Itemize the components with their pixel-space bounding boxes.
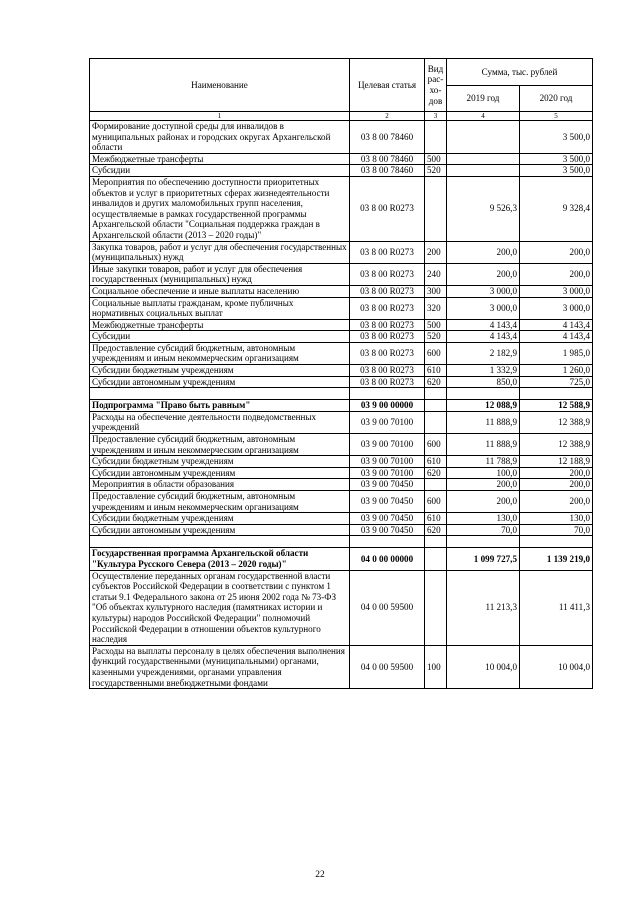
cell-name: Подпрограмма "Право быть равным": [90, 400, 350, 412]
empty-cell: [520, 536, 593, 548]
cell-expense-kind: 610: [425, 456, 447, 468]
cell-sum-2019: 200,0: [447, 479, 520, 491]
cell-name: Социальное обеспечение и иные выплаты населению: [90, 285, 350, 297]
empty-cell: [350, 536, 425, 548]
cell-name: Предоставление субсидий бюджетным, автономным учреждениям и иным некоммерческим организациям: [90, 434, 350, 456]
cell-target-article: 03 9 00 70100: [350, 456, 425, 468]
table-row: [90, 400, 593, 412]
table-row: [90, 165, 593, 177]
table-row: [90, 285, 593, 297]
table-row: [90, 376, 593, 388]
cell-target-article: 03 9 00 70450: [350, 513, 425, 525]
empty-cell: [447, 388, 520, 400]
cell-target-article: 03 8 00 R0273: [350, 263, 425, 285]
table-row: [90, 645, 593, 688]
table-row: [90, 456, 593, 468]
header-name: Наименование: [90, 59, 350, 112]
cell-name: Формирование доступной среды для инвалидов в муниципальных районах и городских округах Архангельской области: [90, 121, 350, 154]
cell-sum-2020: 12 388,9: [520, 411, 593, 433]
cell-target-article: 03 9 00 70450: [350, 479, 425, 491]
cell-name: Субсидии бюджетным учреждениям: [90, 456, 350, 468]
cell-target-article: 03 9 00 70450: [350, 491, 425, 513]
cell-sum-2019: 10 004,0: [447, 645, 520, 688]
cell-target-article: 03 8 00 R0273: [350, 241, 425, 263]
cell-target-article: 04 0 00 00000: [350, 548, 425, 570]
table-row: [90, 388, 593, 400]
cell-sum-2020: 200,0: [520, 263, 593, 285]
header-code: Целевая статья: [350, 59, 425, 112]
cell-expense-kind: 600: [425, 342, 447, 364]
table-row: [90, 411, 593, 433]
cell-target-article: 04 0 00 59500: [350, 570, 425, 645]
cell-name: Субсидии автономным учреждениям: [90, 524, 350, 536]
header-year-2019: 2019 год: [447, 86, 520, 112]
cell-expense-kind: [425, 176, 447, 241]
cell-sum-2020: 130,0: [520, 513, 593, 525]
cell-expense-kind: 600: [425, 434, 447, 456]
cell-sum-2019: 11 888,9: [447, 411, 520, 433]
cell-sum-2020: 4 143,4: [520, 319, 593, 331]
cell-expense-kind: 500: [425, 153, 447, 165]
cell-name: Предоставление субсидий бюджетным, автономным учреждениям и иным некоммерческим организациям: [90, 342, 350, 364]
cell-name: Субсидии: [90, 331, 350, 343]
table-body: [90, 121, 593, 689]
cell-sum-2019: 11 888,9: [447, 434, 520, 456]
table-row: [90, 241, 593, 263]
cell-sum-2019: 3 000,0: [447, 285, 520, 297]
cell-target-article: 03 8 00 78460: [350, 165, 425, 177]
cell-expense-kind: 200: [425, 241, 447, 263]
cell-name: Иные закупки товаров, работ и услуг для обеспечения государственных (муниципальных) нужд: [90, 263, 350, 285]
cell-sum-2019: 130,0: [447, 513, 520, 525]
cell-target-article: 03 8 00 R0273: [350, 376, 425, 388]
header-sum: Сумма, тыс. рублей: [447, 59, 593, 86]
cell-target-article: 03 9 00 70100: [350, 434, 425, 456]
cell-name: Расходы на выплаты персоналу в целях обеспечения выполнения функций государственными (муниципальными) органами, казенными учреждениями, органами управления государственными внебюджетными фондами: [90, 645, 350, 688]
cell-expense-kind: 300: [425, 285, 447, 297]
cell-sum-2019: 200,0: [447, 491, 520, 513]
table-row: [90, 365, 593, 377]
table-row: [90, 570, 593, 645]
table-row: [90, 536, 593, 548]
cell-sum-2020: 3 000,0: [520, 285, 593, 297]
cell-name: Субсидии автономным учреждениям: [90, 376, 350, 388]
cell-sum-2020: 9 328,4: [520, 176, 593, 241]
empty-cell: [520, 388, 593, 400]
table-row: [90, 434, 593, 456]
cell-name: Расходы на обеспечение деятельности подведомственных учреждений: [90, 411, 350, 433]
cell-sum-2020: 200,0: [520, 241, 593, 263]
cell-expense-kind: 240: [425, 263, 447, 285]
cell-target-article: 03 8 00 R0273: [350, 331, 425, 343]
cell-expense-kind: 100: [425, 645, 447, 688]
cell-target-article: 03 9 00 00000: [350, 400, 425, 412]
cell-target-article: 03 8 00 78460: [350, 153, 425, 165]
cell-name: Осуществление переданных органам государственной власти субъектов Российской Федерации в соответствии с пунктом 1 статьи 9.1 Федерального закона от 25 июня 2002 года № 73-ФЗ "Об объектах культурного наследия (памятниках истории и культуры) народов Российской Федерации" полномочий Российской Федерации в отношении объектов культурного наследия: [90, 570, 350, 645]
cell-sum-2019: 100,0: [447, 467, 520, 479]
cell-sum-2020: 200,0: [520, 491, 593, 513]
cell-target-article: 04 0 00 59500: [350, 645, 425, 688]
cell-name: Государственная программа Архангельской области "Культура Русского Севера (2013 – 2020 годы)": [90, 548, 350, 570]
column-number: 3: [425, 112, 447, 121]
budget-table: [89, 58, 593, 689]
empty-cell: [350, 388, 425, 400]
cell-name: Мероприятия по обеспечению доступности приоритетных объектов и услуг в приоритетных сферах жизнедеятельности инвалидов и других маломобильных групп населения, осуществляемые в рамках государственной программы Архангельской области "Социальная поддержка граждан в Архангельской области (2013 – 2020 годы)": [90, 176, 350, 241]
header-kind-line: рас-: [427, 74, 444, 85]
table-row: [90, 121, 593, 154]
header-kind-line: Вид: [427, 63, 444, 74]
cell-sum-2020: 1 139 219,0: [520, 548, 593, 570]
table-row: [90, 513, 593, 525]
empty-cell: [425, 388, 447, 400]
cell-name: Закупка товаров, работ и услуг для обеспечения государственных (муниципальных) нужд: [90, 241, 350, 263]
cell-target-article: 03 8 00 R0273: [350, 342, 425, 364]
table-row: [90, 263, 593, 285]
cell-sum-2019: 11 788,9: [447, 456, 520, 468]
table-row: [90, 331, 593, 343]
cell-sum-2019: 200,0: [447, 263, 520, 285]
cell-expense-kind: 610: [425, 365, 447, 377]
cell-sum-2020: 70,0: [520, 524, 593, 536]
cell-sum-2019: 70,0: [447, 524, 520, 536]
table-row: [90, 479, 593, 491]
cell-sum-2019: 12 088,9: [447, 400, 520, 412]
cell-sum-2019: 11 213,3: [447, 570, 520, 645]
table-row: [90, 548, 593, 570]
cell-sum-2020: 3 500,0: [520, 153, 593, 165]
cell-target-article: 03 9 00 70450: [350, 524, 425, 536]
cell-expense-kind: [425, 400, 447, 412]
cell-expense-kind: 620: [425, 376, 447, 388]
cell-target-article: 03 8 00 R0273: [350, 285, 425, 297]
header-kind-line: дов: [428, 95, 443, 106]
cell-expense-kind: [425, 570, 447, 645]
column-number: 2: [350, 112, 425, 121]
page-number: 22: [315, 870, 325, 880]
cell-sum-2020: 10 004,0: [520, 645, 593, 688]
column-number: 1: [90, 112, 350, 121]
cell-sum-2019: 850,0: [447, 376, 520, 388]
cell-sum-2019: 200,0: [447, 241, 520, 263]
column-number: 4: [447, 112, 520, 121]
table-row: [90, 319, 593, 331]
cell-sum-2020: 12 388,9: [520, 434, 593, 456]
cell-target-article: 03 8 00 78460: [350, 121, 425, 154]
document-page: [89, 58, 592, 689]
cell-sum-2020: 1 260,0: [520, 365, 593, 377]
cell-expense-kind: 320: [425, 297, 447, 319]
cell-sum-2019: 9 526,3: [447, 176, 520, 241]
cell-sum-2019: 4 143,4: [447, 319, 520, 331]
header-year-2020: 2020 год: [520, 86, 593, 112]
cell-sum-2020: 200,0: [520, 467, 593, 479]
header-kind: [425, 59, 447, 112]
empty-cell: [90, 388, 350, 400]
cell-expense-kind: 620: [425, 467, 447, 479]
table-row: [90, 491, 593, 513]
cell-sum-2020: 12 588,9: [520, 400, 593, 412]
cell-sum-2019: [447, 121, 520, 154]
cell-expense-kind: 610: [425, 513, 447, 525]
cell-expense-kind: 520: [425, 165, 447, 177]
header-kind-line: хо-: [429, 85, 442, 95]
cell-target-article: 03 8 00 R0273: [350, 297, 425, 319]
cell-target-article: 03 8 00 R0273: [350, 365, 425, 377]
cell-target-article: 03 9 00 70100: [350, 411, 425, 433]
empty-cell: [90, 536, 350, 548]
table-row: [90, 176, 593, 241]
cell-sum-2019: [447, 153, 520, 165]
cell-sum-2020: 1 985,0: [520, 342, 593, 364]
empty-cell: [447, 536, 520, 548]
empty-cell: [425, 536, 447, 548]
table-row: [90, 342, 593, 364]
cell-expense-kind: 500: [425, 319, 447, 331]
cell-expense-kind: [425, 479, 447, 491]
cell-name: Мероприятия в области образования: [90, 479, 350, 491]
table-row: [90, 524, 593, 536]
cell-expense-kind: [425, 121, 447, 154]
table-row: [90, 297, 593, 319]
cell-expense-kind: 600: [425, 491, 447, 513]
column-number: 5: [520, 112, 593, 121]
cell-sum-2020: 3 500,0: [520, 165, 593, 177]
cell-expense-kind: [425, 411, 447, 433]
cell-sum-2020: 3 000,0: [520, 297, 593, 319]
cell-expense-kind: 620: [425, 524, 447, 536]
cell-name: Субсидии: [90, 165, 350, 177]
cell-sum-2019: 4 143,4: [447, 331, 520, 343]
cell-name: Межбюджетные трансферты: [90, 319, 350, 331]
cell-sum-2020: 4 143,4: [520, 331, 593, 343]
cell-name: Субсидии бюджетным учреждениям: [90, 513, 350, 525]
cell-sum-2020: 11 411,3: [520, 570, 593, 645]
cell-sum-2019: 1 099 727,5: [447, 548, 520, 570]
cell-name: Межбюджетные трансферты: [90, 153, 350, 165]
cell-sum-2019: [447, 165, 520, 177]
cell-name: Предоставление субсидий бюджетным, автономным учреждениям и иным некоммерческим организациям: [90, 491, 350, 513]
cell-name: Субсидии автономным учреждениям: [90, 467, 350, 479]
cell-sum-2019: 3 000,0: [447, 297, 520, 319]
cell-sum-2019: 1 332,9: [447, 365, 520, 377]
cell-name: Социальные выплаты гражданам, кроме публичных нормативных социальных выплат: [90, 297, 350, 319]
cell-sum-2020: 200,0: [520, 479, 593, 491]
cell-target-article: 03 8 00 R0273: [350, 319, 425, 331]
table-row: [90, 153, 593, 165]
cell-sum-2020: 725,0: [520, 376, 593, 388]
cell-expense-kind: [425, 548, 447, 570]
cell-sum-2020: 3 500,0: [520, 121, 593, 154]
cell-expense-kind: 520: [425, 331, 447, 343]
cell-sum-2020: 12 188,9: [520, 456, 593, 468]
cell-target-article: 03 9 00 70100: [350, 467, 425, 479]
cell-sum-2019: 2 182,9: [447, 342, 520, 364]
cell-target-article: 03 8 00 R0273: [350, 176, 425, 241]
cell-name: Субсидии бюджетным учреждениям: [90, 365, 350, 377]
table-row: [90, 467, 593, 479]
